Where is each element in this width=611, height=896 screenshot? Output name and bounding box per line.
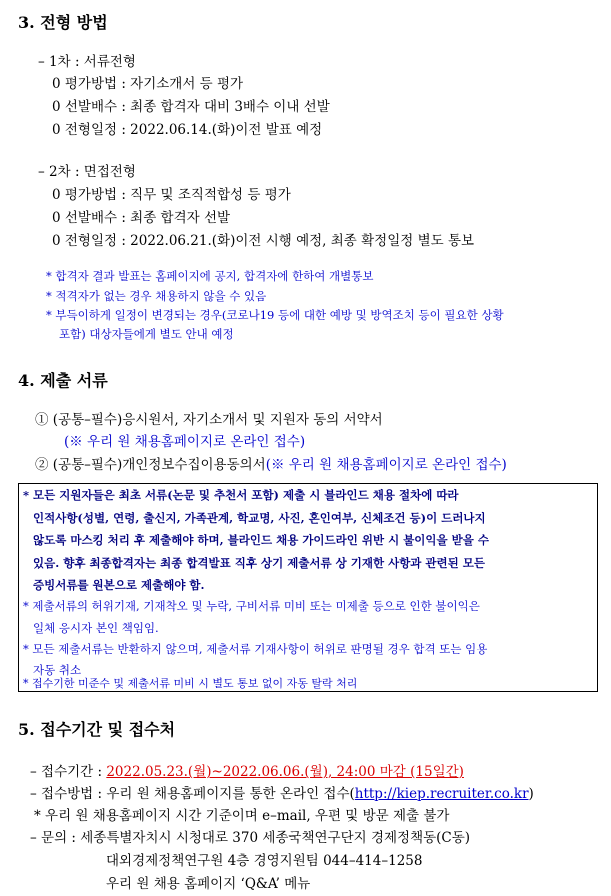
application-period	[30, 760, 464, 780]
notice-line: * 모든 제출서류는 반환하지 않으며, 제출서류 기재사항이 허위로 판명될 경우 합격 또는 임용	[23, 642, 488, 656]
stage1-header: – 1차 : 서류전형	[38, 54, 136, 70]
notice-line: 자동 취소	[33, 663, 82, 677]
document-item-2-note: (※ 우리 원 채용홈페이지로 온라인 접수)	[265, 457, 507, 473]
notice-line: 않도록 마스킹 처리 후 제출해야 하며, 블라인드 채용 가이드라인 위반 시 불이익을 받을 수	[33, 533, 489, 547]
document-item-2-text: ② (공통–필수)개인정보수집이용동의서	[35, 457, 266, 473]
stage1-schedule: 0 전형일정 : 2022.06.14.(화)이전 발표 예정	[52, 122, 323, 138]
stage2-method: 0 평가방법 : 직무 및 조직적합성 등 평가	[52, 187, 291, 203]
contact-qna: 우리 원 채용 홈페이지 ‘Q&A’ 메뉴	[106, 876, 311, 892]
section-4-title: 4. 제출 서류	[18, 371, 108, 390]
stage2-ratio: 0 선발배수 : 최종 합격자 선발	[52, 210, 231, 226]
stage1-ratio: 0 선발배수 : 최종 합격자 대비 3배수 이내 선발	[52, 99, 330, 115]
notice-box	[18, 483, 598, 692]
note-line: * 적격자가 없는 경우 채용하지 않을 수 있음	[46, 289, 267, 303]
document-item-1: ① (공통–필수)응시원서, 자기소개서 및 지원자 동의 서약서	[35, 412, 383, 428]
application-method	[30, 782, 534, 802]
notice-line: * 제출서류의 허위기재, 기재착오 및 누락, 구비서류 미비 또는 미제출 등으로 인한 불이익은	[23, 599, 480, 613]
application-period-value: 2022.05.23.(월)~2022.06.06.(월), 24:00 마감 (15일간)	[106, 764, 464, 780]
section-3-title: 3. 전형 방법	[18, 13, 108, 32]
section-5-title: 5. 접수기간 및 접수처	[18, 720, 176, 739]
note-line: * 합격자 결과 발표는 홈페이지에 공지, 합격자에 한하여 개별통보	[46, 269, 374, 283]
contact-address: – 문의 : 세종특별자치시 시청대로 370 세종국책연구단지 경제정책동(C동)	[30, 830, 471, 846]
notice-line: 인적사항(성별, 연령, 출신지, 가족관계, 학교명, 사진, 혼인여부, 신체조건 등)이 드러나지	[33, 511, 486, 525]
notice-line: * 모든 지원자들은 최초 서류(논문 및 추천서 포함) 제출 시 블라인드 채용 절차에 따라	[23, 488, 459, 502]
application-note: * 우리 원 채용홈페이지 시간 기준이며 e–mail, 우편 및 방문 제출 불가	[34, 808, 450, 824]
notice-line: * 접수기한 미준수 및 제출서류 미비 시 별도 통보 없이 자동 탈락 처리	[23, 677, 358, 690]
notice-line: 증빙서류를 원본으로 제출해야 함.	[33, 578, 205, 592]
note-line: * 부득이하게 일정이 변경되는 경우(코로나19 등에 대한 예방 및 방역조치 등이 필요한 상황	[46, 308, 504, 322]
document-item-1-sub: (※ 우리 원 채용홈페이지로 온라인 접수)	[64, 434, 306, 450]
contact-team: 대외경제정책연구원 4층 경영지원팀 044–414–1258	[106, 853, 423, 869]
application-method-close: )	[528, 786, 534, 802]
stage2-schedule: 0 전형일정 : 2022.06.21.(화)이전 시행 예정, 최종 확정일정 별도 통보	[52, 233, 475, 249]
stage2-header: – 2차 : 면접전형	[38, 164, 136, 180]
notice-line: 일체 응시자 본인 책임임.	[33, 621, 159, 635]
recruit-site-link[interactable]: http://kiep.recruiter.co.kr	[354, 786, 529, 802]
note-line: 포함) 대상자들에게 별도 안내 예정	[59, 327, 234, 341]
application-period-label: – 접수기간 :	[30, 764, 103, 780]
document-item-2	[35, 453, 507, 473]
stage1-method: 0 평가방법 : 자기소개서 등 평가	[52, 76, 244, 92]
notice-line: 있음. 향후 최종합격자는 최종 합격발표 직후 상기 제출서류 상 기재한 사항과 관련된 모든	[33, 556, 485, 570]
application-method-text: – 접수방법 : 우리 원 채용홈페이지를 통한 온라인 접수(	[30, 786, 355, 802]
